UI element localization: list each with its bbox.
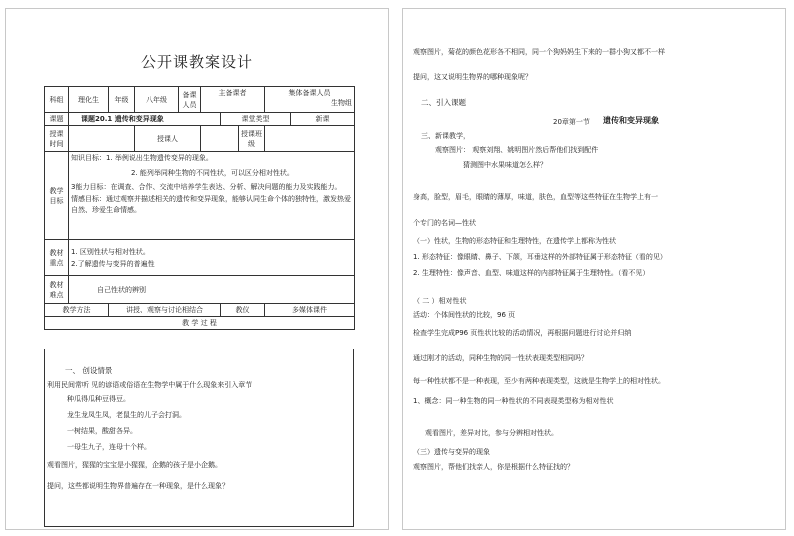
process-line-6: 一母生九子，连母十个样。 xyxy=(67,443,151,451)
lesson-plan-table xyxy=(44,86,355,330)
p2-section-3: 三、新课教学， xyxy=(421,132,470,140)
teacher-label: 授课人 xyxy=(135,126,201,152)
difficulty-content: 自己性状的辨别 xyxy=(69,276,355,304)
group-value: 生物组 xyxy=(331,99,352,107)
p2-question: 通过刚才的活动，同种生物的同一性状表现类型相同吗？ xyxy=(413,354,588,362)
lesson-plan-page-1 xyxy=(6,9,388,529)
process-line-3: 种瓜得瓜种豆得豆。 xyxy=(67,395,130,403)
p2-observe-2: 猜测图中水果味道怎么样？ xyxy=(463,161,547,169)
p2-morphology: 1. 形态特征：像眼睛、鼻子、下颌，耳垂这样的外部特征属于形态特征（看的见） xyxy=(413,253,667,261)
prep-label: 备课人员 xyxy=(179,87,201,113)
grade-label: 年级 xyxy=(109,87,135,113)
key-label: 教材重点 xyxy=(45,240,69,276)
goal-knowledge-1: 知识目标：1. 举例说出生物遗传变异的现象。 xyxy=(71,154,213,162)
process-line-8: 提问，这些都说明生物界普遍存在一种现象，是什么现象？ xyxy=(47,482,229,490)
method-value: 讲授、观察与讨论相结合 xyxy=(109,304,221,317)
p2-chapter-title: 遗传和变异现象 xyxy=(603,116,659,125)
aid-value: 多媒体课件 xyxy=(265,304,355,317)
p2-heredity-heading: （三）遗传与变异的现象 xyxy=(413,448,490,456)
topic-label: 课题 xyxy=(45,113,69,126)
topic-value: 课题20.1 遗传和变异现象 xyxy=(69,113,221,126)
p2-observe-1: 观察图片： 观察刘翔、姚明图片然后帮他们找到配件 xyxy=(435,146,599,154)
lesson-plan-page-2 xyxy=(403,9,785,529)
goals-label: 教学目标 xyxy=(45,152,69,240)
aid-label: 教仪 xyxy=(221,304,265,317)
process-line-1: 一、 创设情景 xyxy=(65,366,113,375)
p2-traits-term: 个专门的名词—性状 xyxy=(413,219,476,227)
process-line-4: 龙生龙凤生凤，老鼠生的儿子会打洞。 xyxy=(67,411,186,419)
process-line-7: 观看图片，猩猩的宝宝是小猩猩，企鹅的孩子是小企鹅。 xyxy=(47,461,222,469)
time-value xyxy=(69,126,135,152)
key-content xyxy=(69,240,355,276)
class-value xyxy=(265,126,355,152)
key-line-1: 1. 区别性状与相对性状。 xyxy=(71,247,150,256)
p2-traits-list: 身高，脸型，眉毛，眼睛的薄厚，味道，肤色，血型等这些特征在生物学上有一 xyxy=(413,193,658,201)
subject-value: 理化生 xyxy=(69,87,109,113)
process-line-2: 利用民间常听 见的谚语或俗语在生物学中属于什么现象来引入章节 xyxy=(47,381,253,389)
p2-chapter-number: 20章第一节 xyxy=(553,118,590,126)
time-label: 授课时间 xyxy=(45,126,69,152)
process-section xyxy=(44,349,354,527)
p2-section-2: 二、引入课题 xyxy=(421,98,466,107)
group-cell xyxy=(265,87,355,113)
main-teacher-label: 主备课者 xyxy=(201,87,265,113)
goal-knowledge-2: 2. 能列举同种生物的不同性状，可以区分相对性状。 xyxy=(131,168,294,177)
goal-ability: 3能力目标：在调查、合作、交流中培养学生表达、分析、解决问题的能力及实践能力。 xyxy=(71,183,342,191)
p2-traits-def: （一）性状，生物的形态特征和生理特性，在遗传学上都称为性状 xyxy=(413,237,616,245)
subject-label: 科组 xyxy=(45,87,69,113)
p2-find-relatives: 观察图片，帮他们找亲人，你是根据什么特征找的？ xyxy=(413,463,574,471)
p2-observe-compare: 观看图片，差异对比，参与分辨相对性状。 xyxy=(425,429,558,437)
p2-concept: 1、概念：同一种生物的同一种性状的不同表现类型称为相对性状 xyxy=(413,397,614,405)
goal-emotion: 情感目标：通过观察并描述相关的遗传和变异现象，能够认同生命个体的独特性，激发热爱自然、珍爱生命情感。 xyxy=(71,194,351,214)
group-label: 集体备课人员 xyxy=(288,89,331,97)
difficulty-label: 教材难点 xyxy=(45,276,69,304)
teacher-value xyxy=(201,126,239,152)
method-label: 教学方法 xyxy=(45,304,109,317)
p2-line-2: 提问，这又说明生物界的哪种现象呢？ xyxy=(413,73,532,81)
p2-line-1: 观察图片，菊花的颜色花形各不相同，同一个狗妈妈生下来的一群小狗又都不一样 xyxy=(413,48,665,56)
class-type-value: 新课 xyxy=(291,113,355,126)
process-line-5: 一树结果，酸甜各异。 xyxy=(67,427,137,435)
p2-activity: 活动：个体间性状的比较，96 页 xyxy=(413,311,516,319)
p2-check: 检查学生完成P96 页性状比较的活动情况，再根据问题进行讨论并归纳 xyxy=(413,329,632,337)
class-type-label: 课堂类型 xyxy=(221,113,291,126)
class-label: 授课班级 xyxy=(239,126,265,152)
key-line-2: 2.了解遗传与变异的普遍性 xyxy=(71,259,155,268)
process-header: 教 学 过 程 xyxy=(45,317,355,330)
p2-relative-traits-heading: （ 二 ）相对性状 xyxy=(413,297,467,305)
p2-explanation: 每一种性状都不是一种表现，至少有两种表现类型，这就是生物学上的相对性状。 xyxy=(413,377,665,385)
p2-physiology: 2. 生理特性：像声音、血型、味道这样的内部特征属于生理特性。（看不见） xyxy=(413,269,650,277)
page-title: 公开课教案设计 xyxy=(140,53,253,71)
goals-content xyxy=(69,152,355,240)
grade-value: 八年级 xyxy=(135,87,179,113)
